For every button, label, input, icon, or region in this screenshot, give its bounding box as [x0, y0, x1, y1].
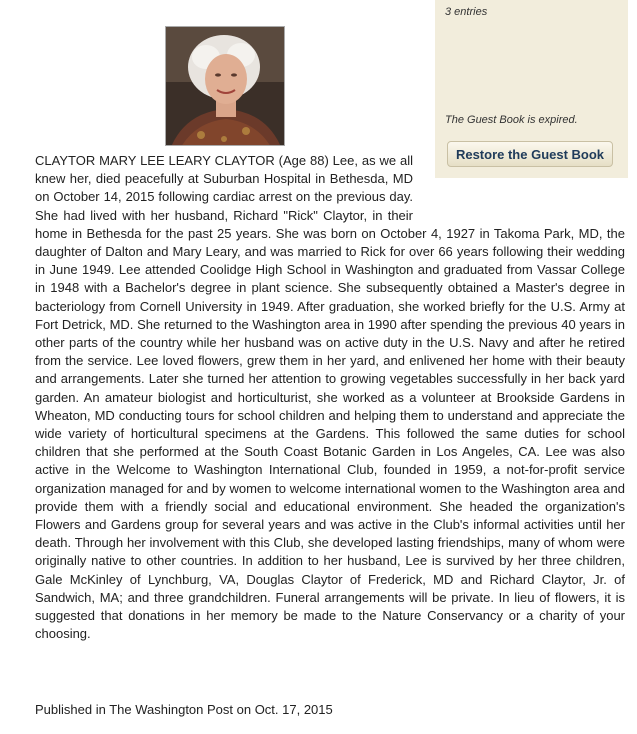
- restore-guestbook-button[interactable]: Restore the Guest Book: [447, 141, 613, 167]
- obituary-photo: [165, 26, 285, 146]
- guestbook-expired-notice: The Guest Book is expired.: [445, 114, 578, 126]
- obituary-body: [35, 152, 625, 643]
- obituary-text: CLAYTOR MARY LEE LEARY CLAYTOR (Age 88) Lee, as we all knew her, died peacefully at Suburban Hospital in Bethesda, MD on October 14, 2015 following cardiac arrest on the previous day. She had lived with her husband, Richard "Rick" Claytor, in their home in Bethesda for the past 25 years. She was born on October 4, 1927 in Takoma Park, MD, the daughter of Dalton and Mary Leary, and was married to Rick for over 66 years following their wedding in June 1949. Lee attended Coolidge High School in Washington and graduated from Vassar College in 1948 with a Bachelor's degree in plant science. She subsequently obtained a Master's degree in bacteriology from Cornell University in 1949. After graduation, she worked briefly for the U.S. Army at Fort Detrick, MD. She returned to the Washington area in 1990 after spending the previous 40 years in other parts of the country while her husband was on active duty in the U.S. Navy and after he retired from the service. Lee loved flowers, grew them in her yard, and enlivened her home with their beauty and arrangements. Later she turned her attention to growing vegetables successfully in her back yard garden. An amateur biologist and horticulturist, she worked as a volunteer at Brookside Gardens in Wheaton, MD conducting tours for school children and helping them to understand and appreciate the wide variety of horticultural specimens at the Gardens. This followed the same duties for school children that she performed at the South Coast Botanic Garden in Los Angeles, CA. Lee was also active in the Welcome to Washington International Club, founded in 1959, a not-for-profit service organization managed for and by women to welcome international women to the Washington area and provide them with a friendly social and educational environment. She headed the organization's Flowers and Gardens group for several years and was active in the Club's informal activities until her death. Through her involvement with this Club, she developed lasting friendships, many of whom were originally native to other countries. In addition to her husband, Lee is survived by her three children, Gale McKinley of Lynchburg, VA, Douglas Claytor of Frederick, MD and Richard Claytor, Jr. of Sandwich, MA; and three grandchildren. Funeral arrangements will be private. In lieu of flowers, it is suggested that donations in her memory be made to the Nature Conservancy or a charity of your choosing.: [35, 153, 625, 642]
- photo-wrap-spacer: [413, 152, 625, 224]
- portrait-image: [166, 27, 285, 146]
- publication-line: Published in The Washington Post on Oct. 17, 2015: [35, 702, 333, 717]
- guestbook-entry-count: 3 entries: [445, 6, 488, 18]
